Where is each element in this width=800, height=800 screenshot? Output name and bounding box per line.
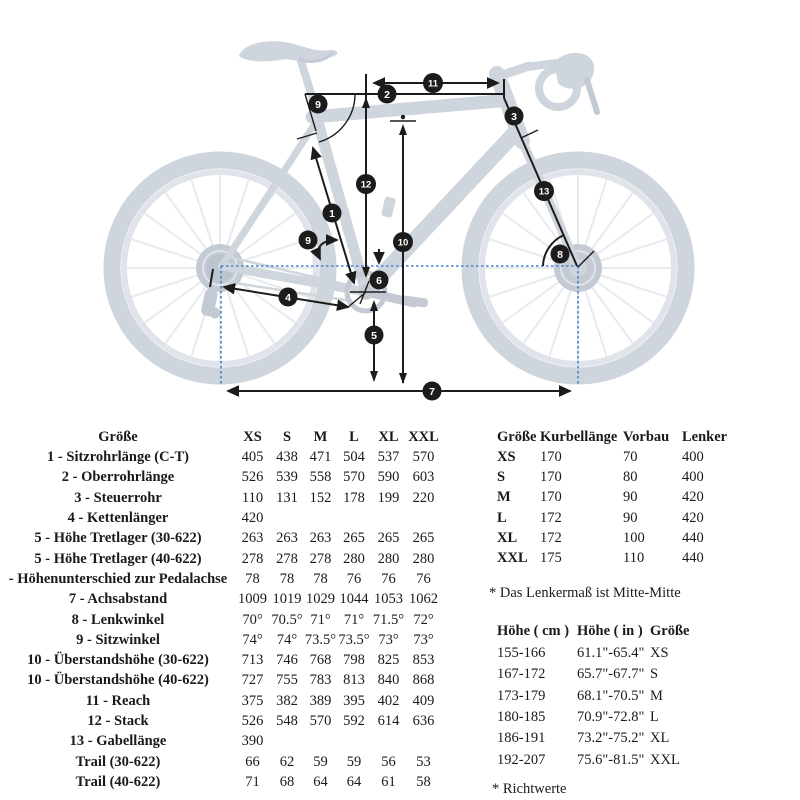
rider-height-row	[497, 642, 710, 663]
table-cell: 4 - Kettenlänger	[67, 510, 169, 527]
table-cell: XS	[497, 449, 516, 466]
components-row	[497, 548, 730, 568]
table-cell: 713	[241, 652, 264, 669]
table-cell: Trail (30-622)	[75, 753, 161, 770]
table-cell: Höhe ( cm )	[497, 623, 570, 640]
table-cell: 1029	[306, 591, 335, 608]
table-cell: 90	[623, 509, 638, 526]
table-cell: 110	[623, 549, 645, 566]
table-cell: 375	[241, 692, 264, 709]
table-cell: 64	[313, 773, 328, 790]
svg-text:1: 1	[329, 207, 335, 220]
table-cell: XS	[650, 644, 669, 661]
table-cell: 192-207	[497, 751, 546, 768]
table-cell: 539	[276, 469, 298, 486]
table-cell: 10 - Überstandshöhe (40-622)	[27, 672, 209, 689]
table-cell: 400	[682, 449, 704, 466]
table-cell: 798	[343, 652, 365, 669]
table-cell: 78	[245, 570, 260, 587]
svg-text:11: 11	[427, 78, 439, 90]
table-cell: 840	[377, 672, 400, 689]
table-cell: 263	[241, 530, 264, 547]
rider-height-row	[497, 749, 710, 770]
components-header-row	[497, 427, 730, 447]
components-table	[497, 427, 730, 568]
callout-1	[323, 204, 342, 223]
table-cell: Größe	[98, 428, 138, 445]
table-cell: 1044	[339, 591, 369, 608]
brake-lever	[587, 80, 597, 112]
table-cell: XL	[650, 730, 670, 747]
geometry-row	[1, 650, 441, 670]
geometry-row	[1, 447, 441, 467]
geometry-row	[1, 731, 441, 751]
table-cell: 440	[682, 549, 704, 566]
svg-text:6: 6	[376, 274, 382, 287]
geometry-row	[1, 589, 441, 609]
table-cell: 420	[682, 509, 704, 526]
table-cell: 64	[346, 773, 362, 790]
svg-text:8: 8	[557, 248, 563, 261]
table-cell: 405	[241, 449, 264, 466]
table-cell: 68	[279, 773, 295, 790]
table-cell: 173-179	[497, 687, 546, 704]
components-row	[497, 467, 730, 487]
callout-3	[505, 107, 524, 126]
table-cell: 58	[416, 773, 431, 790]
geometry-row	[1, 671, 441, 691]
table-cell: 73°	[413, 631, 434, 648]
components-row	[497, 447, 730, 467]
table-cell: Vorbau	[623, 428, 670, 445]
geometry-row	[1, 528, 441, 548]
table-cell: 603	[412, 469, 435, 486]
table-cell: 280	[412, 550, 435, 567]
table-cell: 12 - Stack	[87, 713, 149, 730]
table-cell: 280	[377, 550, 400, 567]
svg-text:9: 9	[315, 98, 321, 111]
bottle-boss	[381, 196, 397, 218]
footnote-lenker: * Das Lenkermaß ist Mitte-Mitte	[489, 585, 681, 601]
callout-6	[370, 271, 389, 290]
table-cell: XXL	[408, 428, 439, 445]
table-cell: Größe	[497, 428, 537, 445]
table-cell: 590	[377, 469, 400, 486]
geometry-row	[1, 468, 441, 488]
table-cell: 768	[309, 652, 332, 669]
callout-7	[423, 382, 442, 401]
table-cell: 65.7"-67.7"	[577, 666, 645, 683]
table-cell: 813	[343, 672, 365, 689]
table-cell: 72°	[413, 611, 434, 628]
svg-text:2: 2	[384, 88, 390, 101]
table-cell: 152	[309, 489, 332, 506]
table-cell: 471	[309, 449, 332, 466]
pedal	[401, 295, 428, 308]
table-cell: 155-166	[497, 644, 546, 661]
table-cell: 76	[381, 570, 396, 587]
svg-text:10: 10	[397, 237, 409, 249]
callout-8	[551, 245, 570, 264]
table-cell: XL	[497, 529, 518, 546]
table-cell: 90	[623, 489, 638, 506]
table-cell: M	[650, 687, 663, 704]
table-cell: 80	[623, 469, 638, 486]
table-cell: 61	[381, 773, 396, 790]
table-cell: 382	[276, 692, 298, 709]
callout-9-bottom	[299, 231, 318, 250]
table-cell: 395	[343, 692, 365, 709]
table-cell: 172	[540, 529, 562, 546]
table-cell: 172	[540, 509, 562, 526]
table-cell: 74°	[276, 631, 298, 648]
table-cell: 263	[276, 530, 298, 547]
table-cell: 409	[412, 692, 435, 709]
table-cell: 592	[343, 713, 365, 730]
components-row	[497, 508, 730, 528]
rider-height-row	[497, 685, 710, 706]
callout-11	[423, 73, 443, 93]
table-cell: 170	[540, 489, 562, 506]
table-cell: 438	[276, 449, 298, 466]
table-cell: 170	[540, 469, 562, 486]
table-cell: 278	[309, 550, 332, 567]
geometry-row	[1, 549, 441, 569]
table-cell: 13 - Gabellänge	[69, 733, 167, 750]
table-cell: 53	[416, 753, 431, 770]
table-cell: 278	[276, 550, 298, 567]
table-cell: 7 - Achsabstand	[68, 591, 168, 608]
table-cell: 73.5°	[304, 631, 337, 648]
table-cell: L	[650, 709, 659, 725]
table-cell: XXL	[497, 549, 528, 566]
components-row	[497, 528, 730, 548]
table-cell: 170	[540, 449, 562, 466]
callout-5	[365, 326, 384, 345]
table-cell: 390	[241, 733, 264, 750]
table-cell: 71°	[343, 611, 365, 628]
svg-text:9: 9	[305, 234, 311, 247]
table-cell: L	[497, 509, 507, 526]
table-cell: M	[313, 428, 328, 445]
table-cell: 10 - Überstandshöhe (30-622)	[27, 652, 209, 669]
table-cell: 59	[313, 753, 328, 770]
table-cell: 755	[276, 672, 298, 689]
table-cell: 825	[377, 652, 400, 669]
table-cell: Kurbellänge	[540, 428, 618, 445]
rider-height-header-row	[497, 621, 710, 642]
table-cell: 199	[377, 489, 400, 506]
table-cell: 76	[346, 570, 362, 587]
geometry-row	[1, 691, 441, 711]
table-cell: 186-191	[497, 730, 546, 747]
table-cell: 570	[309, 713, 332, 730]
table-cell: 100	[623, 529, 645, 546]
table-cell: 278	[241, 550, 264, 567]
svg-text:5: 5	[371, 329, 377, 342]
table-cell: 73°	[378, 631, 399, 648]
table-cell: 180-185	[497, 709, 546, 725]
table-cell: - Höhenunterschied zur Pedalachse	[8, 570, 228, 587]
table-cell: 175	[540, 549, 562, 566]
callout-4	[279, 288, 298, 307]
table-cell: 59	[346, 753, 362, 770]
table-cell: 131	[276, 489, 298, 506]
rider-height-row	[497, 707, 710, 728]
table-cell: 73.5°	[338, 631, 370, 648]
table-cell: 5 - Höhe Tretlager (40-622)	[34, 550, 202, 567]
table-cell: 78	[279, 570, 295, 587]
table-cell: 75.6"-81.5"	[577, 751, 645, 768]
table-cell: 636	[412, 713, 435, 730]
table-cell: 11 - Reach	[85, 692, 151, 709]
geometry-row	[1, 711, 441, 731]
table-cell: 71.5°	[372, 611, 405, 628]
geometry-header-row	[1, 427, 441, 447]
table-cell: XS	[243, 428, 262, 445]
components-row	[497, 488, 730, 508]
table-cell: 71°	[310, 611, 331, 628]
table-cell: 504	[343, 449, 365, 466]
svg-text:13: 13	[538, 186, 550, 198]
rider-height-row	[497, 728, 710, 749]
table-cell: Höhe ( in )	[577, 623, 643, 640]
table-cell: 71	[245, 773, 260, 790]
table-cell: Trail (40-622)	[75, 773, 161, 790]
table-cell: 1019	[272, 591, 302, 608]
table-cell: 263	[309, 530, 332, 547]
table-cell: 70.5°	[271, 611, 303, 628]
table-cell: 3 - Steuerrohr	[74, 489, 162, 506]
table-cell: 853	[412, 652, 435, 669]
table-cell: 265	[343, 530, 365, 547]
table-cell: 389	[309, 692, 332, 709]
table-cell: 420	[682, 489, 704, 506]
table-cell: 614	[377, 713, 400, 730]
table-cell: 558	[309, 469, 332, 486]
svg-text:12: 12	[360, 179, 372, 191]
table-cell: 70.9"-72.8"	[577, 709, 645, 725]
bike-frame	[222, 41, 597, 311]
table-cell: 8 - Lenkwinkel	[71, 611, 165, 628]
table-cell: 280	[343, 550, 365, 567]
table-cell: 70	[623, 449, 638, 466]
table-cell: 5 - Höhe Tretlager (30-622)	[34, 530, 202, 547]
table-cell: Lenker	[682, 428, 728, 445]
table-cell: L	[349, 428, 359, 445]
table-cell: 537	[377, 449, 400, 466]
geometry-row	[1, 508, 441, 528]
table-cell: 783	[309, 672, 332, 689]
table-cell: 727	[241, 672, 264, 689]
table-cell: XL	[378, 428, 399, 445]
table-cell: 68.1"-70.5"	[577, 687, 645, 704]
table-cell: M	[497, 489, 511, 506]
table-cell: 62	[279, 753, 295, 770]
table-cell: 526	[241, 469, 264, 486]
geometry-row	[1, 488, 441, 508]
table-cell: 9 - Sitzwinkel	[76, 631, 160, 648]
svg-text:3: 3	[511, 110, 517, 123]
table-cell: 1053	[374, 591, 403, 608]
table-cell: 400	[682, 469, 704, 486]
geometry-table	[1, 427, 441, 792]
svg-text:7: 7	[429, 385, 435, 398]
table-cell: S	[650, 666, 659, 683]
table-cell: 570	[343, 469, 365, 486]
table-cell: 746	[276, 652, 298, 669]
table-cell: S	[282, 428, 292, 445]
table-cell: 78	[313, 570, 328, 587]
table-cell: 167-172	[497, 666, 546, 683]
geometry-row	[1, 630, 441, 650]
callout-9-top	[309, 95, 328, 114]
geometry-row	[1, 610, 441, 630]
table-cell: 570	[412, 449, 435, 466]
table-cell: 73.2"-75.2"	[577, 730, 645, 747]
table-cell: 402	[377, 692, 400, 709]
table-cell: 56	[381, 753, 396, 770]
table-cell: 526	[241, 713, 264, 730]
table-cell: 548	[276, 713, 298, 730]
table-cell: 1009	[238, 591, 267, 608]
table-cell: 265	[377, 530, 400, 547]
table-cell: 61.1"-65.4"	[577, 644, 645, 661]
table-cell: 440	[682, 529, 704, 546]
table-cell: 1062	[409, 591, 438, 608]
table-cell: 178	[343, 489, 365, 506]
chainstay	[222, 266, 366, 292]
svg-text:4: 4	[285, 291, 291, 304]
geometry-row	[1, 752, 441, 772]
geometry-row	[1, 569, 441, 589]
table-cell: Größe	[650, 623, 690, 640]
rider-height-table	[497, 621, 710, 771]
table-cell: 74°	[242, 631, 263, 648]
table-cell: 66	[245, 753, 260, 770]
geometry-row	[1, 772, 441, 792]
rider-height-row	[497, 664, 710, 685]
table-cell: 1 - Sitzrohrlänge (C-T)	[47, 449, 189, 466]
table-cell: 868	[412, 672, 435, 689]
table-cell: 265	[412, 530, 435, 547]
table-cell: 110	[241, 489, 264, 506]
callout-10	[393, 232, 413, 252]
callout-13	[534, 181, 554, 201]
footnote-richtwerte: * Richtwerte	[492, 781, 567, 797]
callout-2	[378, 85, 397, 104]
table-cell: 220	[412, 489, 435, 506]
table-cell: 70°	[242, 611, 263, 628]
table-cell: S	[497, 469, 506, 486]
table-cell: 420	[241, 510, 264, 527]
top-tube	[312, 98, 499, 117]
table-cell: 76	[416, 570, 431, 587]
table-cell: XXL	[650, 751, 680, 768]
table-cell: 2 - Oberrohrlänge	[61, 469, 175, 486]
callout-12	[356, 174, 376, 194]
